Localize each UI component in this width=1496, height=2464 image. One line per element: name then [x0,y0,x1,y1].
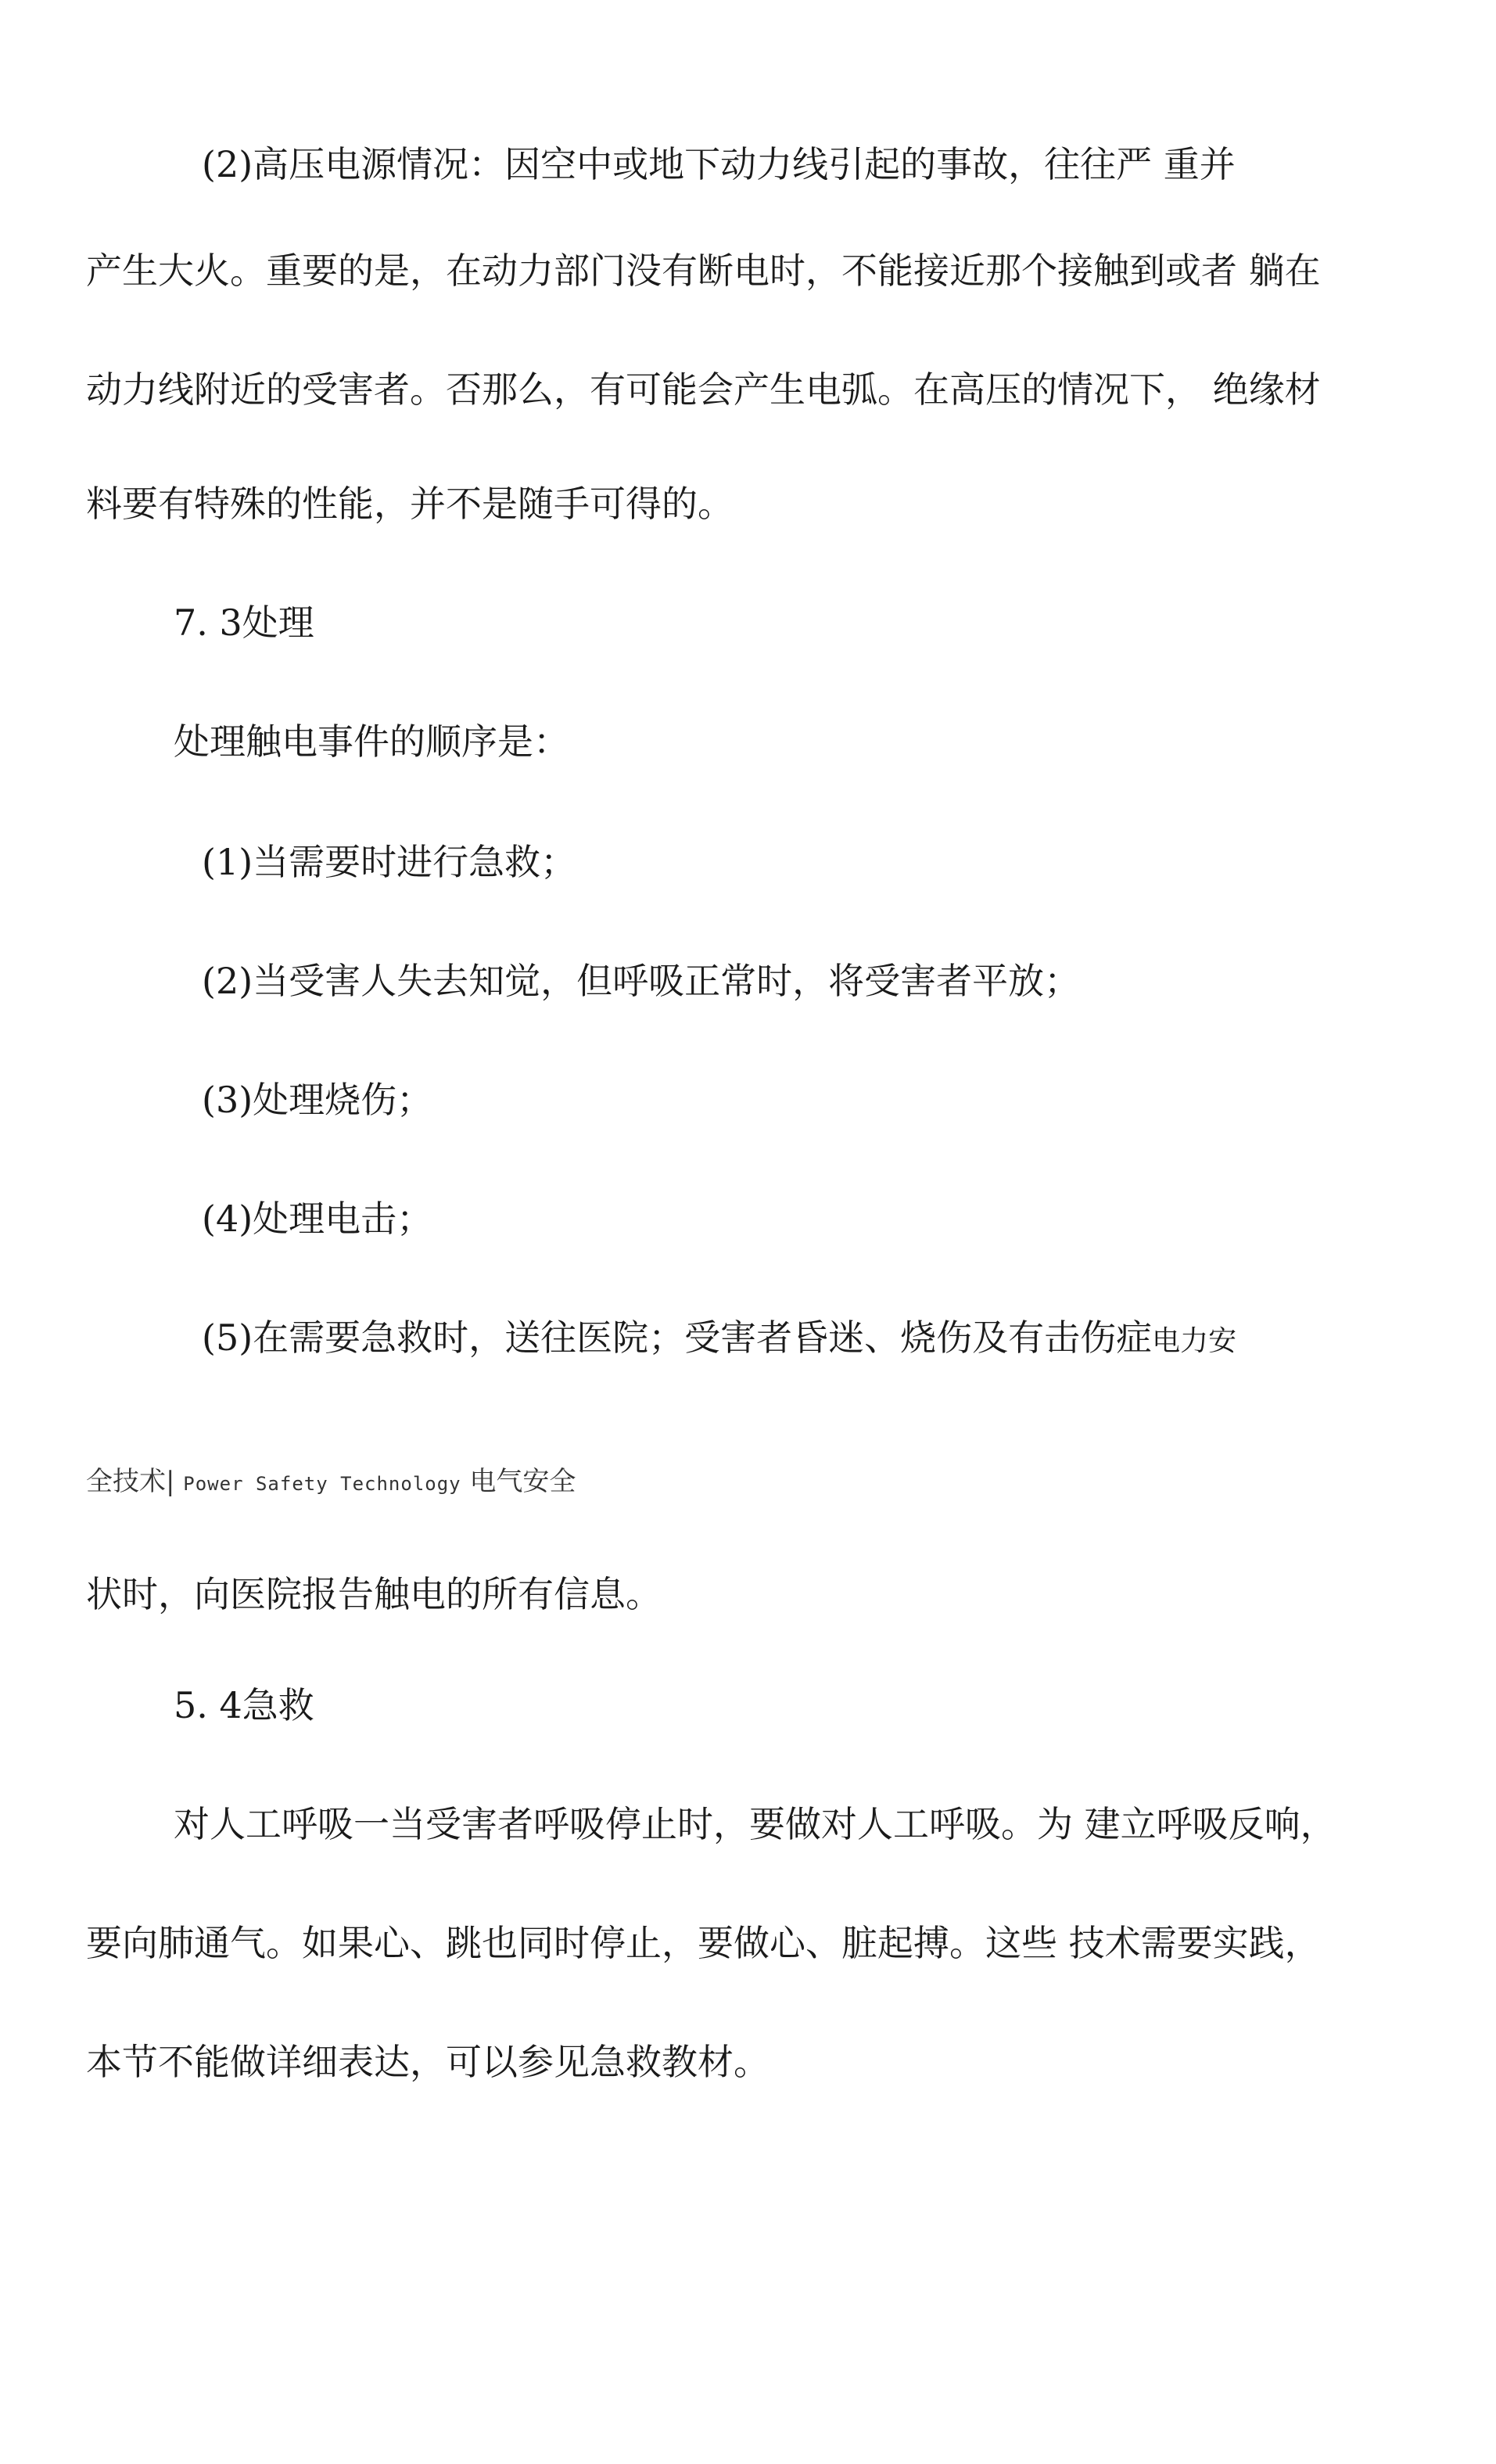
running-header-en: Power Safety Technology [183,1473,461,1495]
paragraph-line: 本节不能做详细表达，可以参见急救教材。 [86,2041,770,2083]
paragraph-line: 产生大火。重要的是，在动力部门没有断电时，不能接近那个接触到或者 躺在 [86,250,1321,292]
list-item-text: (5)在需要急救时，送往医院；受害者昏迷、烧伤及有击伤症 [202,1316,1153,1359]
running-header-cn2: 电气安全 [469,1466,576,1497]
section-heading: 5. 4急救 [174,1684,314,1726]
running-header [86,1464,576,1501]
section-heading: 7. 3处理 [174,602,314,644]
list-item [202,1314,1236,1365]
paragraph-line: 对人工呼吸一当受害者呼吸停止时，要做对人工呼吸。为 建立呼吸反响， [174,1803,1336,1845]
list-item: (2)当受害人失去知觉，但呼吸正常时，将受害者平放； [202,960,1081,1002]
list-item: (4)处理电击； [202,1198,433,1240]
paragraph-line: 状时，向医院报告触电的所有信息。 [86,1573,662,1615]
paragraph-line: 料要有特殊的性能，并不是随手可得的。 [86,483,734,525]
paragraph-line: 要向肺通气。如果心、跳也同时停止，要做心、脏起搏。这些 技术需要实践， [86,1922,1321,1964]
paragraph-line: 处理触电事件的顺序是： [174,720,569,763]
paragraph-line: (2)高压电源情况：因空中或地下动力线引起的事故，往往严 重并 [202,143,1236,185]
paragraph-line: 动力线附近的受害者。否那么，有可能会产生电弧。在高压的情况下， 绝缘材 [86,368,1321,411]
list-item: (1)当需要时进行急救； [202,841,577,883]
list-item: (3)处理烧伤； [202,1079,433,1121]
running-header-cn: 全技术| [86,1466,175,1497]
running-header-text: 电力安 [1152,1325,1237,1357]
